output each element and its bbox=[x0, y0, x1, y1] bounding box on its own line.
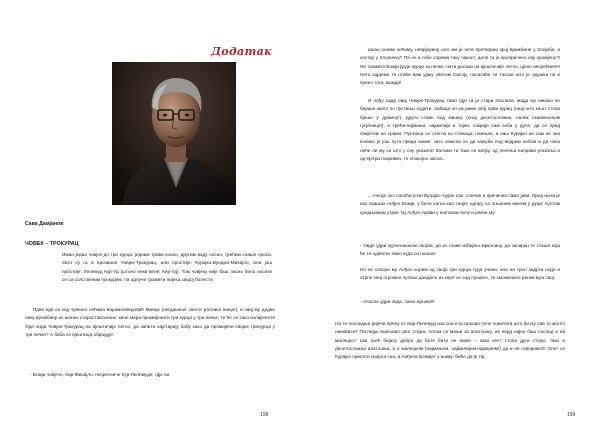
page-number-left: 198 bbox=[260, 412, 269, 418]
right-paragraph-3: ... Негде око поноћи уочи Вуцајко чудан сан, сличан и причичан само јави. Пред њега је као изашао Анђео Божји, у бели хаљи као снијег одору, са огњеним мачем у руци: пустом средњимом утрке тај Анђео прави у његовом челу и рекне му: bbox=[360, 193, 560, 215]
epigraph-paragraph: Имао један човјек до три курца: једним трави косио, другим воду носио, трећим снаше проси. Зато су га и прозвали Човјек-Трокурац, или простије: Курајко-Вуцајко-Михајло, или још простије: Лелемуд Кур-Уд (штоно неки веле: Кер-Уд). Том човјеку није баш ласно било носити се са солственим трокудем, па одлучи тражити лијека својој болести. bbox=[62, 252, 272, 282]
author-photo bbox=[112, 62, 236, 205]
right-paragraph-1: ишао ономе хећиму, неврјерину што ми је зета претворио крој вражбине у Злојеба, а сестру у Злопичку? Па он и тебе спрема таку пакост, доле ти је пропричено сву промјену?! Не тражите Божји југде курце за пичке, нити долази на вјештичије легло, цјене несрећниче! Него хајдемо те отићи вам ујаку светом Сисоју, посисаће ти таське што је одушка па и прено тога, можда! bbox=[360, 47, 560, 86]
page-number-right: 199 bbox=[567, 412, 576, 418]
section-title: Додатак bbox=[211, 45, 272, 58]
right-paragraph-4: - Овде удри курченишком својом, да из главе избијеш мрколину, да засијаш те сташа која ће те одвести тамо куда си пошао! bbox=[360, 243, 560, 257]
right-paragraph-6: - Апосле удри овде, само мушки!!! bbox=[360, 299, 435, 304]
right-paragraph-7: На те последње ријечи прену се Кир-Лелемуд иза сна и устрашан поче понитати што би му сав то могло наиявати? Погледа пажљиво свог стојка, потом се маши за алатљику, на нерд најно баш послед и на малецког: сав трећ бејаху добро да боте бити не може – како кест стопа дуги стојко, тако и десетосложна алатљика, а о малецком (најмањем, најмилијем-највајнем!) да и не говоримо!!! Опет се Курајко присети својега сна, и Анђела Божијег у њиму: биће да је тај bbox=[335, 321, 565, 360]
author-name: Сава Дамјанов bbox=[25, 221, 64, 227]
left-paragraph-1: Прво оде он код чувеног хећима Карамехмедовић Минце (негдашњег светог ратника нинџе), и овај му дадне неку вражбину из њених старостављених: кине мора промијенити три курца у три пичке, те ће се тако излијечити! Оде онда Човјек-Трокурац на вјештичије легло, да запита најстарију бабу како да промијени својих тринурца у три пичке? А баба се вјештица обрадује: bbox=[25, 307, 275, 337]
right-paragraph-2: И пођу сада оваj Човјек-Трокурац тамо гдје га је стара послала, мада му никако не бејаше мило по пустињи ходити. Забаци он на раме свој први курац (онај што кешт стопа бјеше у дужину!), други ставн под мишку (онај десетосложни, налик скамењеном гусјеници!), а трећи-најмањи, најмилији и тајни, сакрије сам себи у дупе, да се пред свијетом не срами. Пустиња се отегла ко стиница; пожњан, а наш Курајко ни сам не зна колико је још пута преда њиме: зато смисли он да зажуби под ведрим небом и да чека неће ли му се што у сну указати! Заложи ти тако он ватру, од личења направи угазаља и од ејетра покривач, те спокојно заспа... bbox=[360, 98, 560, 162]
story-title: ЧОВЕК – ТРОКУРАЦ bbox=[25, 241, 79, 247]
left-paragraph-2: - Божји човјече, Кир-Михајло, несретниче Кур-Лелемуде, гдје си bbox=[30, 372, 170, 377]
right-paragraph-5: Но не отвори му Анђео корим од своја три курца туда учини, али на трен задрти скује и отрпе свој огромно чулазо дандало из којег се сад пушило, те сможенисе ренки вуш свој: bbox=[360, 267, 560, 281]
